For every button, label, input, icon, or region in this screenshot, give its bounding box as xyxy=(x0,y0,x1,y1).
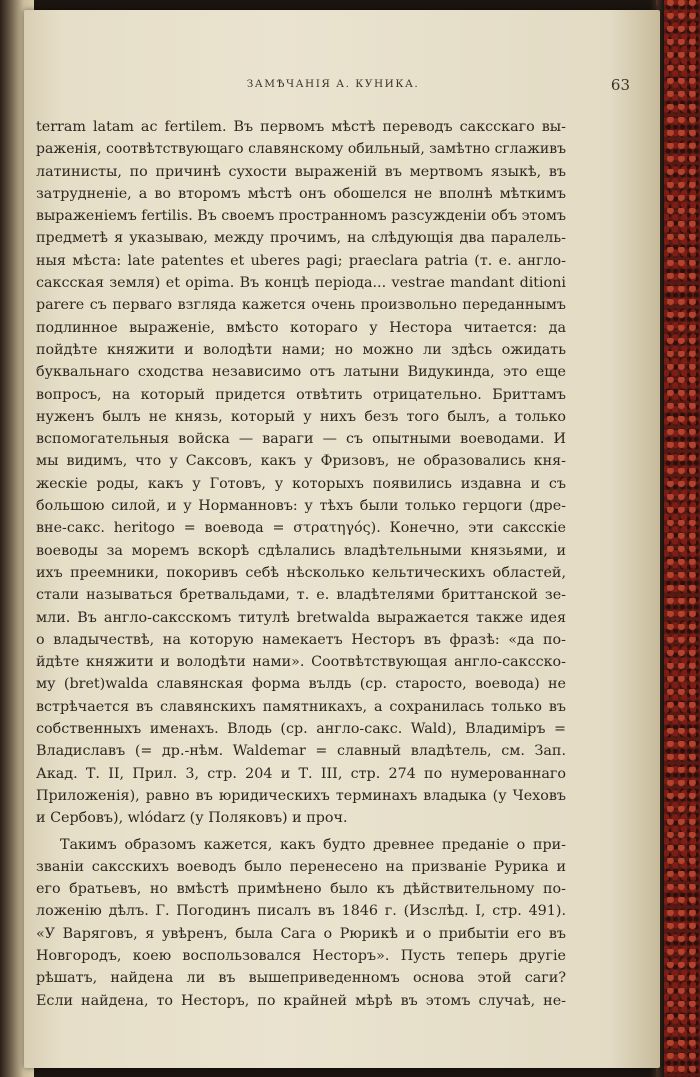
text-line: йдѣте княжити и володѣти нами». Соотвѣтствующая англо-саксско- xyxy=(36,654,566,671)
running-title: ЗАМѢЧАНІЯ А. КУНИКА. xyxy=(246,78,420,90)
text-line: выраженіемъ fertilis. Въ своемъ пространномъ разсужденіи объ этомъ xyxy=(36,208,566,225)
text-line: подлинное выраженіе, вмѣсто котораго у Нестора читается: да xyxy=(36,319,566,336)
text-line: буквальнаго сходства независимо отъ латыни Видукинда, это еще xyxy=(36,364,566,381)
text-line: собственныхъ именахъ. Влодь (ср. англо-сакс. Wald), Владиміръ = xyxy=(36,721,566,738)
text-line: званіи саксскихъ воеводъ было перенесено на призваніе Рурика и xyxy=(36,858,566,875)
text-line: Приложенія), равно въ юридическихъ терминахъ владыка (у Чеховъ xyxy=(36,787,566,804)
text-line: му (bret)walda славянская форма вълдь (ср. старосто, воевода) не xyxy=(36,676,566,693)
text-line: мы видимъ, что у Саксовъ, какъ у Фризовъ, не образовались кня- xyxy=(36,453,566,470)
page-number: 63 xyxy=(610,76,630,94)
text-line: рѣшатъ, найдена ли въ вышеприведенномъ основа этой саги? xyxy=(36,970,566,987)
text-line: parere съ перваго взгляда кажется очень произвольно переданнымъ xyxy=(36,297,566,314)
text-line: раженія, соотвѣтствующаго славянскому обильный, замѣтно сглаживъ xyxy=(36,141,566,158)
text-line: стали называться бретвальдами, т. е. владѣтелями бриттанской зе- xyxy=(36,587,566,604)
text-line: мли. Въ англо-саксскомъ титулѣ bretwalda выражается также идея xyxy=(36,609,566,626)
text-line: вне-сакс. heritogo = воевода = στρατηγός). Конечно, эти саксскіе xyxy=(36,520,566,537)
text-line: ложенію дѣлъ. Г. Погодинъ писалъ въ 1846 г. (Изслѣд. I, стр. 491). xyxy=(36,903,566,920)
text-line: Новгородъ, коею воспользовался Несторъ». Пусть теперь другіе xyxy=(36,947,566,964)
text-line: затрудненіе, а во второмъ мѣстѣ онъ обошелся не вполнѣ мѣткимъ xyxy=(36,185,566,202)
body-text xyxy=(36,116,566,1012)
text-line: Такимъ образомъ кажется, какъ будто древнее преданіе о при- xyxy=(60,836,566,853)
text-line: саксская земля) et opima. Въ концѣ періода... vestrae mandant ditioni xyxy=(36,275,566,292)
paragraph xyxy=(36,834,566,1012)
text-line: вспомогательныя войска — вараги — съ опытными воеводами. И xyxy=(36,431,566,448)
text-line: ныя мѣста: late patentes et uberes pagi; praeclara patria (т. е. англо- xyxy=(36,252,566,269)
text-line: большою силой, и у Норманновъ: у тѣхъ были только герцоги (дре- xyxy=(36,498,566,515)
text-line: ихъ преемники, покоривъ себѣ нѣсколько кельтическихъ областей, xyxy=(36,564,566,581)
text-line: нуженъ былъ не князь, который у нихъ безъ того былъ, а только xyxy=(36,408,566,425)
text-line: Владиславъ (= др.-нѣм. Waldemar = славный владѣтель, см. Зап. xyxy=(36,743,566,760)
text-line: латинисты, по причинѣ сухости выраженій въ мертвомъ языкѣ, въ xyxy=(36,163,566,180)
text-line: Если найдена, то Несторъ, по крайней мѣрѣ въ этомъ случаѣ, не- xyxy=(36,992,566,1009)
text-line: и Сербовъ), wlódarz (у Поляковъ) и проч. xyxy=(36,810,348,827)
text-line: предметѣ я указываю, между прочимъ, на слѣдующія два паралель- xyxy=(36,230,566,247)
text-line: Акад. Т. II, Прил. 3, стр. 204 и Т. III, стр. 274 по нумерованнаго xyxy=(36,765,566,782)
text-line: встрѣчается въ славянскихъ памятникахъ, а сохранилась только въ xyxy=(36,698,566,715)
text-line: terram latam ac fertilem. Въ первомъ мѣстѣ переводъ саксскаго вы- xyxy=(36,119,566,135)
text-line: о владычествѣ, на которую намекаетъ Несторъ въ фразѣ: «да по- xyxy=(36,631,566,648)
text-line: его братьевъ, но вмѣстѣ примѣнено было къ дѣйствительному по- xyxy=(36,881,566,898)
text-line: жескіе роды, какъ у Готовъ, у которыхъ появились издавна и съ xyxy=(36,475,566,492)
paragraph xyxy=(36,116,566,830)
text-line: «У Варяговъ, я увѣренъ, была Сага о Рюрикѣ и о прибытіи его въ xyxy=(36,925,566,942)
text-line: вопросъ, на который придется отвѣтить отрицательно. Бриттамъ xyxy=(36,386,566,403)
page-header xyxy=(36,76,630,100)
text-line: пойдѣте княжити и володѣти нами; но можно ли здѣсь ожидать xyxy=(36,341,566,358)
text-line: воеводы за моремъ вскорѣ сдѣлались владѣтельными князьями, и xyxy=(36,542,566,559)
